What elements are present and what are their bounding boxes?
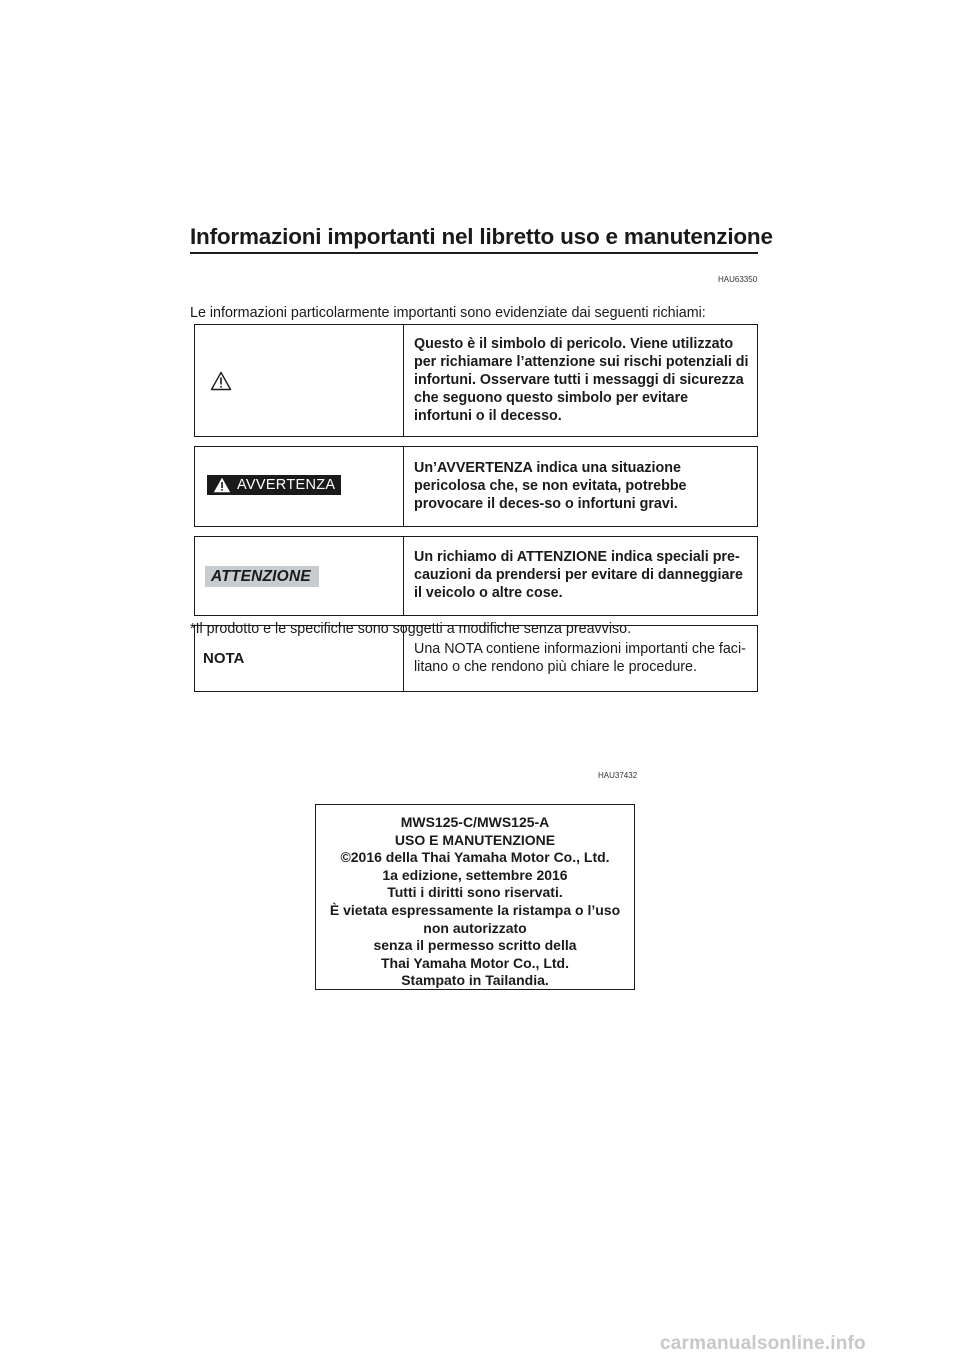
warning-triangle-icon: [213, 477, 231, 493]
watermark-link[interactable]: carmanualsonline.info: [660, 1333, 866, 1354]
title-rule: [190, 252, 758, 254]
nota-label: NOTA: [203, 649, 245, 667]
avvertenza-label: AVVERTENZA: [237, 477, 336, 493]
symbol-description: Questo è il simbolo di pericolo. Viene utilizzato per richiamare l’attenzione sui rischi potenziali di infortuni. Osservare tutti i messaggi di sicurezza che seguono questo simbolo per evitare infortuni o il decesso.: [404, 325, 758, 437]
imprint-line: Thai Yamaha Motor Co., Ltd.: [381, 954, 569, 971]
footnote: *Il prodotto e le specifiche sono soggetti a modifiche senza preavviso.: [190, 621, 632, 637]
intro-text: Le informazioni particolarmente importanti sono evidenziate dai seguenti richiami:: [190, 305, 706, 321]
table-row: [195, 325, 758, 437]
nota-description: Una NOTA contiene informazioni importanti che faci-litano o che rendono più chiare le procedure.: [404, 626, 758, 692]
imprint-box: [315, 804, 635, 990]
section-code: HAU63350: [718, 275, 758, 284]
imprint-line: senza il permesso scritto della: [373, 937, 577, 954]
section-code: HAU37432: [598, 771, 638, 780]
imprint-line: non autorizzato: [423, 919, 527, 936]
imprint-line: È vietata espressamente la ristampa o l’uso: [329, 901, 621, 918]
imprint-line: 1a edizione, settembre 2016: [382, 866, 568, 883]
imprint-line: MWS125-C/MWS125-A: [400, 814, 550, 830]
page-title: Informazioni importanti nel libretto uso e manutenzione: [190, 224, 773, 249]
imprint-line: Tutti i diritti sono riservati.: [387, 884, 563, 901]
avvertenza-cell: [195, 447, 404, 527]
table-row: [195, 447, 758, 527]
attenzione-description: Un richiamo di ATTENZIONE indica speciali pre-cauzioni da prendersi per evitare di danneggiare il veicolo o altre cose.: [404, 537, 758, 616]
warning-triangle-icon: [210, 371, 232, 391]
symbol-cell: [195, 325, 404, 437]
avvertenza-badge: [207, 475, 341, 495]
imprint-line: Stampato in Tailandia.: [401, 972, 549, 989]
imprint-line: USO E MANUTENZIONE: [394, 831, 556, 848]
attenzione-label: ATTENZIONE: [205, 566, 319, 587]
avvertenza-description: Un’AVVERTENZA indica una situazione pericolosa che, se non evitata, potrebbe provocare il deces-so o infortuni gravi.: [404, 447, 758, 527]
attenzione-cell: [195, 537, 404, 616]
imprint-line: ©2016 della Thai Yamaha Motor Co., Ltd.: [340, 849, 610, 866]
table-row: [195, 537, 758, 616]
